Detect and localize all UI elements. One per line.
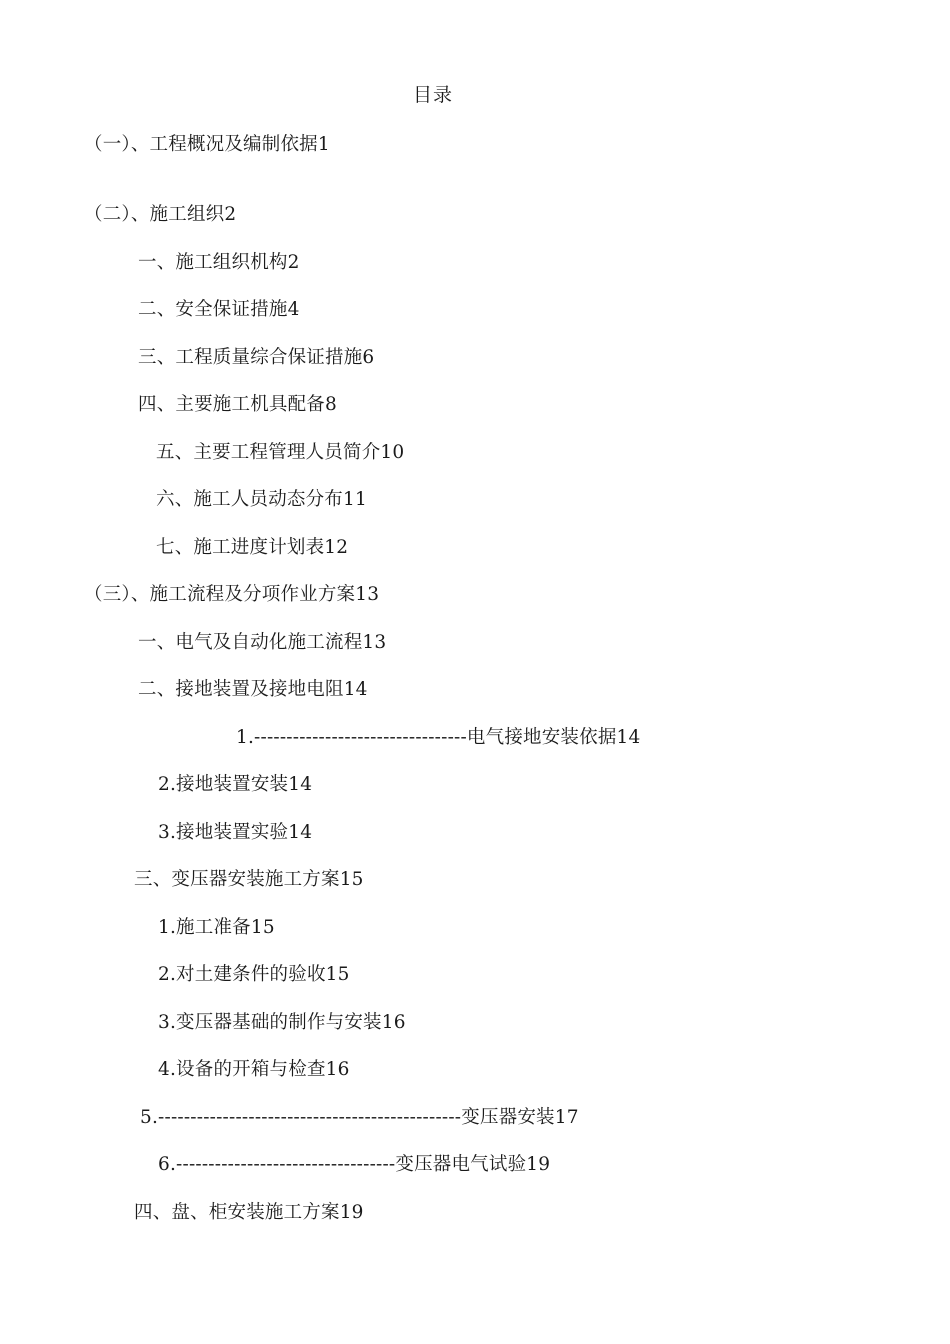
toc-entry[interactable]: 3.变压器基础的制作与安装16 — [158, 1012, 406, 1033]
toc-entry[interactable]: 1.施工准备15 — [158, 917, 275, 938]
toc-entry[interactable]: （二）、施工组织2 — [84, 204, 237, 225]
toc-entry[interactable]: 四、盘、柜安装施工方案19 — [134, 1202, 364, 1223]
toc-entry[interactable]: 一、施工组织机构2 — [138, 252, 300, 273]
toc-title: 目录 — [412, 84, 453, 106]
toc-entry[interactable]: 五、主要工程管理人员简介10 — [156, 442, 405, 463]
toc-entry[interactable]: 七、施工进度计划表12 — [156, 537, 349, 558]
toc-entry[interactable]: （三）、施工流程及分项作业方案13 — [84, 584, 380, 605]
toc-entry[interactable]: 四、主要施工机具配备8 — [138, 394, 337, 415]
toc-entry[interactable]: 3.接地装置实验14 — [158, 822, 313, 843]
toc-entry[interactable]: 4.设备的开箱与检查16 — [158, 1059, 350, 1080]
toc-entry[interactable]: 1.---------------------------------电气接地安装依据14 — [236, 727, 641, 748]
toc-entry[interactable]: 六、施工人员动态分布11 — [156, 489, 367, 510]
toc-entry[interactable]: （一）、工程概况及编制依据1 — [84, 134, 330, 155]
toc-entry[interactable]: 6.----------------------------------变压器电气试验19 — [158, 1154, 551, 1175]
toc-entry[interactable]: 三、工程质量综合保证措施6 — [138, 347, 375, 368]
toc-entry[interactable]: 2.对土建条件的验收15 — [158, 964, 350, 985]
toc-entry[interactable]: 三、变压器安装施工方案15 — [134, 869, 364, 890]
toc-entry[interactable]: 一、电气及自动化施工流程13 — [138, 632, 387, 653]
toc-entry[interactable]: 二、安全保证措施4 — [138, 299, 300, 320]
toc-entry[interactable]: 2.接地装置安装14 — [158, 774, 313, 795]
toc-entry[interactable]: 5.-----------------------------------------------变压器安装17 — [140, 1107, 579, 1128]
toc-entry[interactable]: 二、接地装置及接地电阻14 — [138, 679, 368, 700]
